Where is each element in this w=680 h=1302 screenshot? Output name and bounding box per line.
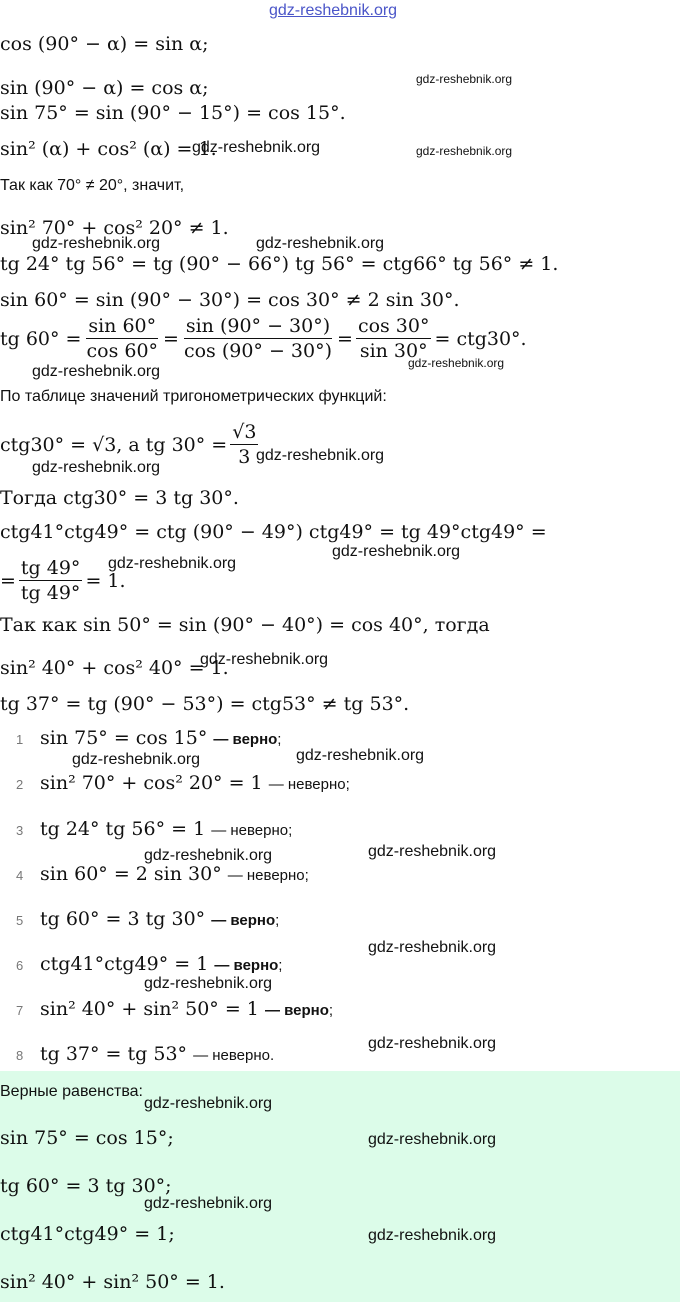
formula-tg37: tg 37° = tg (90° − 53°) = ctg53° ≠ tg 53°. (0, 693, 410, 715)
list-verdict: — верно (214, 957, 279, 974)
list-number: 4 (16, 868, 24, 883)
list-expr: sin² 70° + cos² 20° = 1 (40, 772, 263, 794)
list-number: 7 (16, 1003, 24, 1018)
list-verdict: — верно (264, 1002, 329, 1019)
list-item (40, 818, 292, 840)
list-end: . (269, 1047, 275, 1064)
list-item (40, 863, 309, 885)
fraction-den: 3 (238, 446, 251, 468)
watermark: gdz-reshebnik.org (256, 235, 385, 252)
list-number: 6 (16, 958, 24, 973)
fraction-den: cos (90° − 30°) (183, 340, 333, 362)
list-end: ; (304, 867, 309, 884)
watermark: gdz-reshebnik.org (144, 847, 273, 864)
watermark: gdz-reshebnik.org (368, 1227, 497, 1244)
list-number: 3 (16, 823, 24, 838)
answer-line-2: tg 60° = 3 tg 30°; (0, 1175, 172, 1197)
equals-sign: = (337, 327, 353, 350)
fraction-num: tg 49° (20, 557, 81, 579)
fraction-reduction (182, 314, 334, 363)
list-item (40, 727, 281, 749)
watermark: gdz-reshebnik.org (368, 843, 497, 860)
equals-sign: = (0, 569, 16, 592)
equals-sign: = (163, 327, 179, 350)
watermark: gdz-reshebnik.org (332, 543, 461, 560)
answer-line-3: ctg41°ctg49° = 1; (0, 1223, 175, 1245)
list-expr: tg 24° tg 56° = 1 (40, 818, 206, 840)
watermark: gdz-reshebnik.org (296, 747, 425, 764)
watermark: gdz-reshebnik.org (416, 144, 513, 158)
fraction-den: sin 30° (359, 340, 428, 362)
formula-tg49-fraction (0, 556, 126, 605)
list-expr: ctg41°ctg49° = 1 (40, 953, 209, 975)
tg49-result: = 1. (85, 569, 126, 592)
answer-line-4: sin² 40° + sin² 50° = 1. (0, 1271, 225, 1293)
list-expr: tg 37° = tg 53° (40, 1043, 188, 1065)
watermark: gdz-reshebnik.org (368, 1035, 497, 1052)
list-verdict: — неверно (268, 776, 346, 793)
list-verdict: — верно (211, 912, 276, 929)
formula-sin70-cos20: sin² 70° + cos² 20° ≠ 1. (0, 217, 229, 239)
list-expr: sin² 40° + sin² 50° = 1 (40, 998, 259, 1020)
watermark: gdz-reshebnik.org (108, 555, 237, 572)
formula-sin60: sin 60° = sin (90° − 30°) = cos 30° ≠ 2 sin 30°. (0, 289, 460, 311)
fraction-sqrt3-3 (230, 420, 258, 469)
watermark: gdz-reshebnik.org (144, 1195, 273, 1212)
fraction-den: tg 49° (20, 582, 81, 604)
list-expr: tg 60° = 3 tg 30° (40, 908, 206, 930)
watermark: gdz-reshebnik.org (144, 1095, 273, 1112)
formula-sin-reduction: sin (90° − α) = cos α; (0, 77, 209, 99)
fraction-num: cos 30° (357, 315, 430, 337)
list-item (40, 908, 279, 930)
tg60-rhs: = ctg30°. (434, 327, 527, 350)
formula-sin50-cos40: Так как sin 50° = sin (90° − 40°) = cos 40°, тогда (0, 614, 490, 636)
list-number: 2 (16, 777, 24, 792)
fraction-num: √3 (232, 421, 257, 443)
watermark: gdz-reshebnik.org (368, 939, 497, 956)
list-item (40, 998, 333, 1020)
formula-tg24-tg56: tg 24° tg 56° = tg (90° − 66°) tg 56° = ctg66° tg 56° ≠ 1. (0, 253, 559, 275)
watermark: gdz-reshebnik.org (200, 651, 329, 668)
formula-cos-reduction: cos (90° − α) = sin α; (0, 33, 209, 55)
answer-title: Верные равенства: (0, 1083, 143, 1100)
watermark: gdz-reshebnik.org (72, 751, 201, 768)
formula-sin75: sin 75° = sin (90° − 15°) = cos 15°. (0, 102, 346, 124)
fraction-sin60-cos60 (84, 314, 160, 363)
tg60-lhs: tg 60° = (0, 327, 82, 350)
watermark-top[interactable]: gdz-reshebnik.org (269, 2, 398, 19)
list-number: 8 (16, 1048, 24, 1063)
list-end: ; (288, 822, 293, 839)
list-verdict: — неверно (193, 1047, 270, 1064)
list-end: ; (278, 957, 283, 974)
watermark: gdz-reshebnik.org (192, 139, 321, 156)
watermark: gdz-reshebnik.org (368, 1131, 497, 1148)
list-verdict: — верно (213, 731, 278, 748)
watermark: gdz-reshebnik.org (408, 356, 505, 370)
watermark: gdz-reshebnik.org (144, 975, 273, 992)
watermark: gdz-reshebnik.org (416, 72, 513, 86)
fraction-num: sin 60° (88, 315, 157, 337)
list-end: ; (345, 776, 350, 793)
ctg30-lhs: ctg30° = √3, а tg 30° = (0, 433, 228, 456)
fraction-den: cos 60° (86, 340, 159, 362)
list-number: 5 (16, 913, 24, 928)
fraction-tg49-tg49 (19, 556, 83, 605)
watermark: gdz-reshebnik.org (32, 459, 161, 476)
formula-then-ctg30: Тогда ctg30° = 3 tg 30°. (0, 487, 239, 509)
list-expr: sin 75° = cos 15° (40, 727, 208, 749)
watermark: gdz-reshebnik.org (256, 447, 385, 464)
watermark: gdz-reshebnik.org (32, 235, 161, 252)
formula-pythagorean: sin² (α) + cos² (α) = 1. (0, 138, 217, 160)
text-since-70-20: Так как 70° ≠ 20°, значит, (0, 177, 185, 194)
list-item (40, 772, 350, 794)
list-expr: sin 60° = 2 sin 30° (40, 863, 222, 885)
answer-line-1: sin 75° = cos 15°; (0, 1127, 174, 1149)
list-verdict: — неверно (227, 867, 305, 884)
list-end: ; (277, 731, 282, 748)
text-table-values: По таблице значений тригонометрических функций: (0, 388, 387, 405)
formula-ctg41-ctg49: ctg41°ctg49° = ctg (90° − 49°) ctg49° = tg 49°ctg49° = (0, 521, 547, 543)
watermark: gdz-reshebnik.org (32, 363, 161, 380)
list-item (40, 953, 282, 975)
list-number: 1 (16, 732, 24, 747)
list-end: ; (275, 912, 280, 929)
fraction-num: sin (90° − 30°) (185, 315, 331, 337)
list-item (40, 1043, 274, 1065)
list-end: ; (328, 1002, 334, 1019)
list-verdict: — неверно (211, 822, 289, 839)
formula-sin40-cos40: sin² 40° + cos² 40° = 1. (0, 657, 229, 679)
